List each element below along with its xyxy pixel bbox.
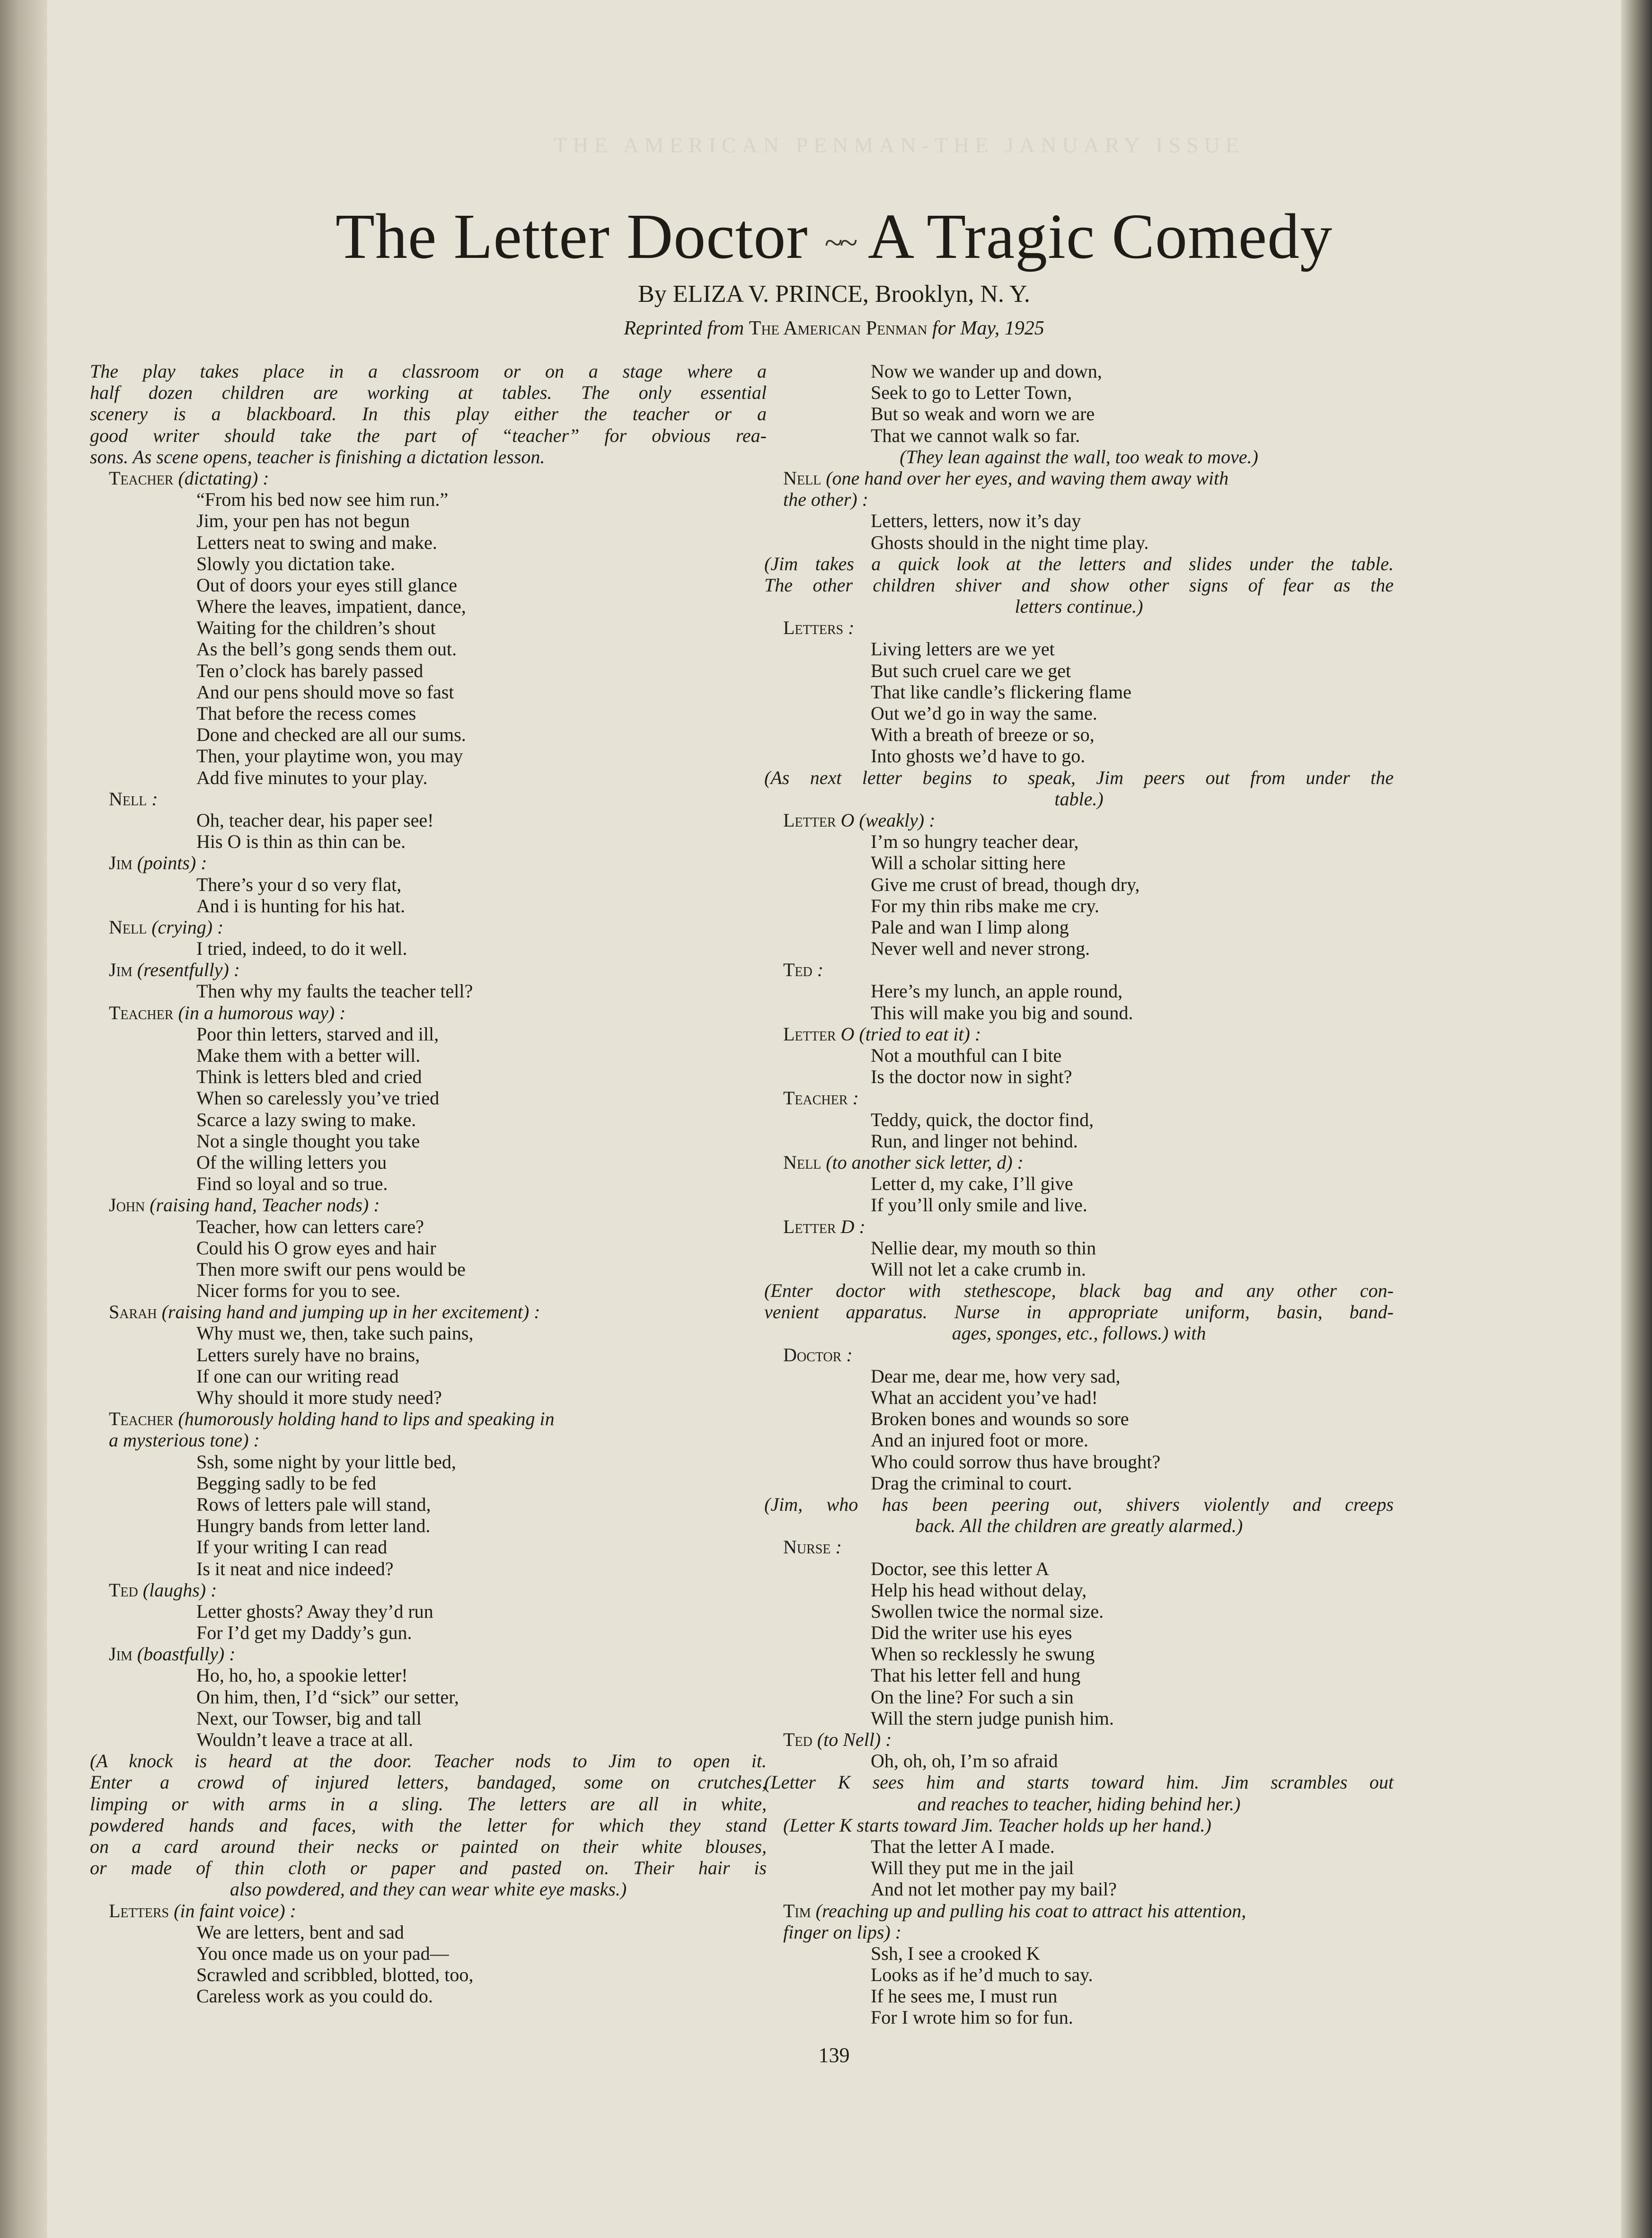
verse-line: That like candle’s flickering flame	[871, 681, 1131, 703]
stage-direction-line: venient apparatus. Nurse in appropriate uniform, basin, band-	[764, 1301, 1394, 1323]
verse-line: Then why my faults the teacher tell?	[196, 980, 473, 1002]
verse-line: Ssh, some night by your little bed,	[196, 1451, 456, 1472]
speaker-name: Nell	[109, 916, 147, 938]
verse-line: Is the doctor now in sight?	[871, 1066, 1072, 1088]
verse-line: Did the writer use his eyes	[871, 1622, 1072, 1644]
verse-line: On the line? For such a sin	[871, 1686, 1074, 1708]
verse-line: This will make you big and sound.	[871, 1002, 1133, 1023]
verse-line: We are letters, bent and sad	[196, 1921, 404, 1943]
verse-line: Run, and linger not behind.	[871, 1130, 1078, 1152]
verse-line: That his letter fell and hung	[871, 1665, 1081, 1686]
verse-line: Oh, teacher dear, his paper see!	[196, 809, 434, 831]
verse-line: But such cruel care we get	[871, 660, 1071, 681]
reprint-prefix: Reprinted from	[624, 317, 744, 339]
verse-line: With a breath of breeze or so,	[871, 724, 1095, 746]
verse-line: Could his O grow eyes and hair	[196, 1237, 436, 1259]
speaker-line	[90, 1408, 767, 1429]
verse-line: Will not let a cake crumb in.	[871, 1258, 1086, 1280]
verse-line: Who could sorrow thus have brought?	[871, 1451, 1161, 1472]
verse-line: Living letters are we yet	[871, 638, 1055, 660]
verse-line: If your writing I can read	[196, 1536, 388, 1558]
verse-line: And not let mother pay my bail?	[871, 1878, 1117, 1900]
verse-line: When so carelessly you’ve tried	[196, 1087, 440, 1109]
verse-line: Poor thin letters, starved and ill,	[196, 1023, 439, 1045]
verse-line: Help his head without delay,	[871, 1579, 1087, 1601]
page-edge	[1621, 0, 1652, 2238]
verse-line: Letters, letters, now it’s day	[871, 510, 1081, 532]
verse-line: Seek to go to Letter Town,	[871, 382, 1072, 404]
speaker-name: Teacher	[783, 1087, 848, 1109]
speaker-line	[764, 1023, 1394, 1045]
stage-direction: (humorously holding hand to lips and speaking in	[173, 1408, 555, 1430]
speaker-line	[764, 1344, 1394, 1366]
stage-direction-line: ages, sponges, etc., follows.) with	[952, 1322, 1206, 1344]
verse-line: And our pens should move so fast	[196, 681, 454, 703]
stage-direction-line: sons. As scene opens, teacher is finishing a dictation lesson.	[90, 446, 545, 467]
verse-line: Will a scholar sitting here	[871, 852, 1066, 874]
verse-line: Jim, your pen has not begun	[196, 510, 410, 532]
speaker-line	[90, 1579, 767, 1601]
verse-line: Letters neat to swing and make.	[196, 531, 437, 553]
verse-line: If one can our writing read	[196, 1365, 399, 1387]
verse-line: Done and checked are all our sums.	[196, 724, 466, 746]
speaker-name: Tim	[783, 1900, 811, 1921]
stage-direction-line: scenery is a blackboard. In this play either the teacher or a	[90, 403, 767, 425]
speaker-name: Nurse	[783, 1536, 831, 1558]
verse-line: Broken bones and wounds so sore	[871, 1408, 1129, 1430]
stage-direction: :	[843, 617, 855, 639]
speaker-name: Jim	[109, 1643, 133, 1665]
verse-line: Give me crust of bread, though dry,	[871, 873, 1140, 895]
verse-line: Make them with a better will.	[196, 1045, 421, 1066]
verse-line: Find so loyal and so true.	[196, 1173, 388, 1195]
speaker-line	[764, 467, 1394, 489]
verse-line: I’m so hungry teacher dear,	[871, 831, 1079, 853]
verse-line: And an injured foot or more.	[871, 1429, 1088, 1451]
speaker-name: Letter	[783, 809, 836, 831]
speaker-line	[764, 1216, 1394, 1237]
speaker-line	[90, 1643, 767, 1665]
verse-line: Why should it more study need?	[196, 1387, 442, 1408]
stage-direction: :	[147, 788, 158, 810]
speaker-line	[90, 959, 767, 980]
stage-direction-line: the other) :	[783, 489, 868, 511]
stage-direction-line: (A knock is heard at the door. Teacher nods to Jim to open it.	[90, 1750, 767, 1772]
title-part-1: The Letter Doctor	[335, 201, 808, 272]
stage-direction: (resentfully) :	[132, 959, 240, 981]
stage-direction: (dictating) :	[173, 467, 269, 489]
stage-direction-line: (Enter doctor with stethescope, black bag and any other con-	[764, 1280, 1394, 1302]
verse-line: Letter ghosts? Away they’d run	[196, 1600, 433, 1622]
reprint-suffix: for May, 1925	[932, 317, 1044, 339]
speaker-name: Doctor	[783, 1344, 842, 1366]
verse-line: That before the recess comes	[196, 703, 416, 724]
speaker-name: Teacher	[109, 1002, 174, 1023]
stage-direction-line: The play takes place in a classroom or on a stage where a	[90, 361, 767, 382]
stage-direction: (laughs) :	[138, 1579, 217, 1601]
verse-line: His O is thin as thin can be.	[196, 831, 406, 853]
speaker-line	[764, 1729, 1394, 1750]
stage-direction: (points) :	[132, 852, 207, 874]
speaker-line	[90, 852, 767, 873]
verse-line: If he sees me, I must run	[871, 1985, 1058, 2007]
verse-line: If you’ll only smile and live.	[871, 1194, 1087, 1216]
speaker-name: Nell	[783, 467, 822, 489]
verse-line: Pale and wan I limp along	[871, 916, 1069, 938]
verse-line: Here’s my lunch, an apple round,	[871, 980, 1123, 1002]
stage-direction: (raising hand, Teacher nods) :	[145, 1194, 380, 1216]
stage-direction-line: finger on lips) :	[783, 1921, 901, 1943]
speaker-name: Ted	[783, 959, 813, 981]
speaker-line	[764, 1087, 1394, 1109]
speaker-line	[764, 1900, 1394, 1921]
stage-direction: (boastfully) :	[132, 1643, 236, 1665]
verse-line: Waiting for the children’s shout	[196, 617, 436, 639]
verse-line: Next, our Towser, big and tall	[196, 1707, 422, 1729]
reprint-note	[47, 315, 1621, 342]
stage-direction-line: a mysterious tone) :	[109, 1429, 260, 1451]
verse-line: Nellie dear, my mouth so thin	[871, 1237, 1096, 1259]
speaker-name: Letter	[783, 1216, 836, 1237]
stage-direction: :	[812, 959, 824, 981]
verse-line: Out of doors your eyes still glance	[196, 574, 457, 596]
verse-line: Scarce a lazy swing to make.	[196, 1109, 416, 1130]
verse-line: Letters surely have no brains,	[196, 1344, 420, 1366]
verse-line: There’s your d so very flat,	[196, 873, 402, 895]
verse-line: Ho, ho, ho, a spookie letter!	[196, 1665, 408, 1686]
verse-line: Out we’d go in way the same.	[871, 703, 1097, 724]
verse-line: Scrawled and scribbled, blotted, too,	[196, 1964, 474, 1986]
verse-line: Will the stern judge punish him.	[871, 1707, 1114, 1729]
stage-direction-line: Enter a crowd of injured letters, bandaged, some on crutches,	[90, 1771, 767, 1793]
verse-line: Doctor, see this letter A	[871, 1558, 1050, 1579]
stage-direction: (reaching up and pulling his coat to attract his attention,	[811, 1900, 1246, 1921]
verse-line: Into ghosts we’d have to go.	[871, 745, 1086, 767]
verse-line: Begging sadly to be fed	[196, 1472, 376, 1494]
verse-line: Then, your playtime won, you may	[196, 745, 463, 767]
stage-direction-line: (Jim, who has been peering out, shivers violently and creeps	[764, 1493, 1394, 1515]
verse-line: Add five minutes to your play.	[196, 767, 428, 788]
verse-line: Why must we, then, take such pains,	[196, 1322, 474, 1344]
verse-line: Ten o’clock has barely passed	[196, 660, 424, 681]
speaker-line	[764, 617, 1394, 638]
verse-line: Then more swift our pens would be	[196, 1258, 466, 1280]
verse-line: As the bell’s gong sends them out.	[196, 638, 457, 660]
stage-direction: O (tried to eat it) :	[836, 1023, 981, 1045]
stage-direction: :	[848, 1087, 859, 1109]
verse-line: That we cannot walk so far.	[871, 424, 1080, 446]
stage-direction: (to Nell) :	[812, 1729, 892, 1750]
stage-direction-line: (As next letter begins to speak, Jim peers out from under the	[764, 767, 1394, 788]
speaker-line	[90, 1301, 767, 1322]
verse-line: For I’d get my Daddy’s gun.	[196, 1622, 412, 1644]
speaker-line	[90, 1194, 767, 1216]
stage-direction: (crying) :	[147, 916, 224, 938]
verse-line: That the letter A I made.	[871, 1835, 1055, 1857]
verse-line: Teddy, quick, the doctor find,	[871, 1109, 1094, 1130]
verse-line: Is it neat and nice indeed?	[196, 1558, 394, 1579]
page-number: 139	[818, 2044, 850, 2067]
speaker-name: Letters	[109, 1900, 169, 1921]
byline: By ELIZA V. PRINCE, Brooklyn, N. Y.	[638, 281, 1030, 308]
speaker-name: Nell	[109, 788, 147, 810]
verse-line: Where the leaves, impatient, dance,	[196, 596, 466, 617]
verse-line: Letter d, my cake, I’ll give	[871, 1173, 1073, 1195]
bleed-through-text: THE AMERICAN PENMAN-THE JANUARY ISSUE	[554, 133, 1245, 157]
speaker-name: Jim	[109, 852, 133, 874]
verse-line: Swollen twice the normal size.	[871, 1600, 1104, 1622]
stage-direction: (one hand over her eyes, and waving them away with	[821, 467, 1229, 489]
speaker-line	[764, 959, 1394, 980]
stage-direction-line: limping or with arms in a sling. The letters are all in white,	[90, 1793, 767, 1815]
verse-line: When so recklessly he swung	[871, 1643, 1095, 1665]
verse-line: Oh, oh, oh, I’m so afraid	[871, 1750, 1058, 1772]
verse-line: On him, then, I’d “sick” our setter,	[196, 1686, 459, 1708]
speaker-name: Teacher	[109, 467, 174, 489]
stage-direction: (raising hand and jumping up in her excitement) :	[157, 1301, 540, 1323]
verse-line: Nicer forms for you to see.	[196, 1280, 400, 1302]
title-part-2: A Tragic Comedy	[867, 201, 1333, 272]
article-title	[47, 199, 1621, 281]
stage-direction-line: (Letter K sees him and starts toward him. Jim scrambles out	[764, 1771, 1394, 1793]
title-separator: ~~	[824, 224, 855, 261]
verse-line: What an accident you’ve had!	[871, 1387, 1098, 1408]
stage-direction-line: powdered hands and faces, with the letter for which they stand	[90, 1814, 767, 1836]
book-gutter	[0, 0, 47, 2238]
stage-direction-line: and reaches to teacher, hiding behind her.)	[917, 1793, 1241, 1815]
stage-direction-line: letters continue.)	[1015, 596, 1143, 617]
speaker-name: Ted	[783, 1729, 813, 1750]
verse-line: Not a mouthful can I bite	[871, 1045, 1062, 1066]
speaker-line	[90, 788, 767, 810]
speaker-name: John	[109, 1194, 145, 1216]
verse-line: Careless work as you could do.	[196, 1985, 433, 2007]
speaker-name: Jim	[109, 959, 133, 981]
verse-line: “From his bed now see him run.”	[196, 489, 449, 511]
verse-line: Never well and never strong.	[871, 938, 1090, 960]
verse-line: For my thin ribs make me cry.	[871, 895, 1099, 916]
verse-line: Rows of letters pale will stand,	[196, 1493, 431, 1515]
speaker-line	[764, 1152, 1394, 1173]
speaker-line	[90, 1900, 767, 1921]
verse-line: Teacher, how can letters care?	[196, 1216, 424, 1237]
verse-line: Hungry bands from letter land.	[196, 1515, 431, 1537]
verse-line: Slowly you dictation take.	[196, 553, 395, 574]
speaker-line	[764, 810, 1394, 831]
verse-line: Now we wander up and down,	[871, 361, 1102, 382]
stage-direction-line: half dozen children are working at tables. The only essential	[90, 382, 767, 404]
speaker-name: Letters	[783, 617, 844, 639]
speaker-name: Nell	[783, 1151, 822, 1173]
speaker-name: Sarah	[109, 1301, 157, 1323]
stage-direction: (in a humorous way) :	[173, 1002, 346, 1023]
stage-direction: :	[841, 1344, 853, 1366]
speaker-line	[90, 467, 767, 489]
stage-direction-line: back. All the children are greatly alarmed.)	[915, 1515, 1243, 1537]
verse-line: Will they put me in the jail	[871, 1857, 1074, 1879]
verse-line: Drag the criminal to court.	[871, 1472, 1072, 1494]
stage-direction: :	[830, 1536, 842, 1558]
verse-line: You once made us on your pad—	[196, 1942, 449, 1964]
speaker-name: Letter	[783, 1023, 836, 1045]
stage-direction-line: (Letter K starts toward Jim. Teacher holds up her hand.)	[783, 1814, 1211, 1836]
stage-direction: (in faint voice) :	[169, 1900, 296, 1921]
speaker-line	[90, 916, 767, 938]
right-column	[764, 361, 1394, 2028]
stage-direction: O (weakly) :	[836, 809, 936, 831]
stage-direction-line: also powdered, and they can wear white eye masks.)	[230, 1878, 627, 1900]
stage-direction: (to another sick letter, d) :	[821, 1151, 1024, 1173]
left-column	[90, 361, 767, 2007]
verse-line: And i is hunting for his hat.	[196, 895, 406, 916]
speaker-name: Ted	[109, 1579, 138, 1601]
verse-line: Ssh, I see a crooked K	[871, 1942, 1040, 1964]
speaker-name: Teacher	[109, 1408, 174, 1430]
stage-direction-line: (Jim takes a quick look at the letters and slides under the table.	[764, 553, 1394, 574]
reprint-source: The American Penman	[749, 317, 928, 339]
verse-line: Wouldn’t leave a trace at all.	[196, 1729, 414, 1750]
verse-line: Not a single thought you take	[196, 1130, 420, 1152]
verse-line: Ghosts should in the night time play.	[871, 531, 1149, 553]
verse-line: Think is letters bled and cried	[196, 1066, 422, 1088]
verse-line: But so weak and worn we are	[871, 403, 1095, 425]
speaker-line	[90, 1002, 767, 1023]
verse-line: Of the willing letters you	[196, 1151, 387, 1173]
stage-direction-line: table.)	[1054, 788, 1104, 810]
stage-direction-line: (They lean against the wall, too weak to move.)	[900, 446, 1258, 467]
stage-direction-line: The other children shiver and show other signs of fear as the	[764, 574, 1394, 596]
stage-direction: D :	[836, 1216, 866, 1237]
stage-direction-line: on a card around their necks or painted on their white blouses,	[90, 1835, 767, 1857]
stage-direction-line: good writer should take the part of “teacher” for obvious rea-	[90, 424, 767, 446]
speaker-line	[764, 1536, 1394, 1558]
stage-direction-line: or made of thin cloth or paper and pasted on. Their hair is	[90, 1857, 767, 1879]
verse-line: Looks as if he’d much to say.	[871, 1964, 1093, 1986]
verse-line: Dear me, dear me, how very sad,	[871, 1365, 1121, 1387]
verse-line: I tried, indeed, to do it well.	[196, 938, 407, 960]
verse-line: For I wrote him so for fun.	[871, 2007, 1073, 2028]
